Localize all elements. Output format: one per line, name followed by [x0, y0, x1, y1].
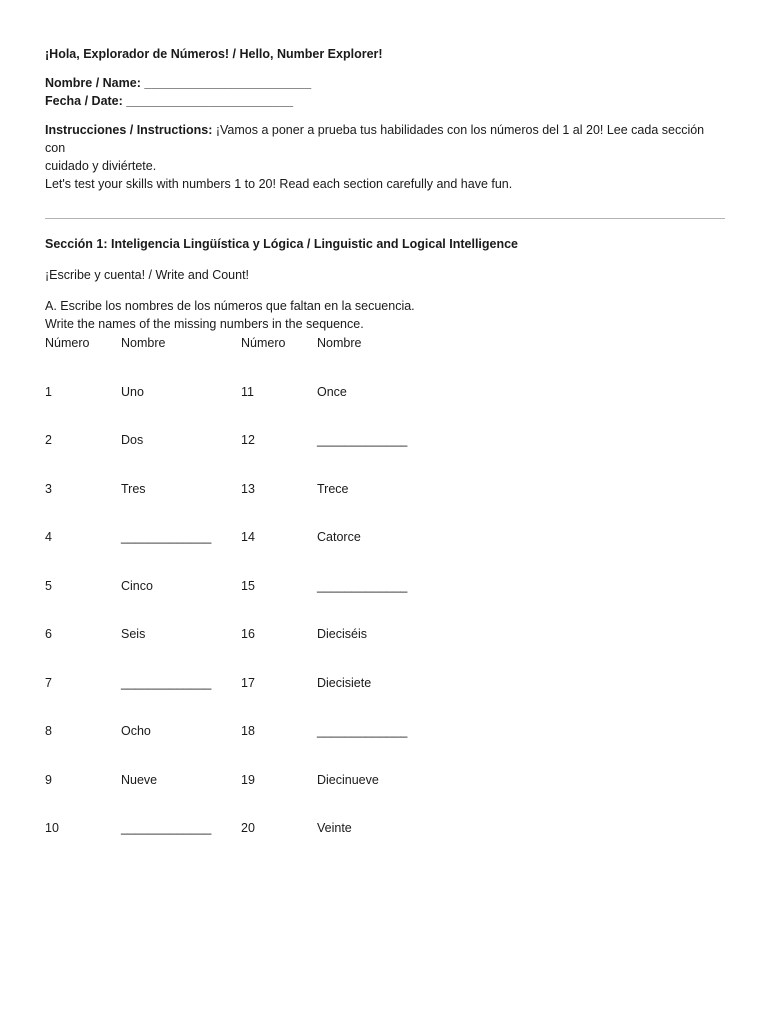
- blank-name-cell: _____________: [317, 724, 408, 738]
- number-cell: 6: [45, 627, 52, 641]
- number-cell: 14: [241, 530, 255, 544]
- name-cell: Tres: [121, 481, 146, 496]
- date-field: Fecha / Date: ________________________: [45, 94, 294, 108]
- blank-name-cell: _____________: [121, 530, 212, 544]
- table-row: [45, 528, 465, 577]
- name-cell: Dieciséis: [317, 627, 368, 641]
- number-cell: 19: [241, 772, 255, 787]
- section-subtitle: ¡Escribe y cuenta! / Write and Count!: [45, 268, 250, 282]
- instructions-es-text: ¡Vamos a poner a prueba tus habilidades con los números del 1 al 20! Lee cada sección con: [45, 123, 705, 155]
- name-cell: Diecinueve: [317, 772, 379, 787]
- name-cell: Diecisiete: [317, 675, 372, 690]
- number-cell: 8: [45, 724, 52, 738]
- number-cell: 20: [241, 821, 255, 835]
- table-row: [45, 722, 465, 771]
- instructions-en: Let's test your skills with numbers 1 to 20! Read each section carefully and have fun.: [45, 177, 513, 191]
- name-field: Nombre / Name: ________________________: [45, 76, 312, 90]
- number-cell: 3: [45, 481, 52, 496]
- table-row: [45, 674, 465, 723]
- header-numero-1: Número: [45, 336, 90, 350]
- number-cell: 15: [241, 578, 255, 593]
- table-header-row: [45, 334, 465, 383]
- name-cell: Trece: [317, 481, 349, 496]
- table-row: [45, 819, 465, 868]
- name-cell: Nueve: [121, 772, 158, 787]
- number-cell: 7: [45, 675, 52, 690]
- blank-name-cell: _____________: [121, 821, 212, 835]
- instructions-es: [45, 121, 725, 157]
- number-cell: 16: [241, 627, 255, 641]
- part-a-instruction-es: A. Escribe los nombres de los números que faltan en la secuencia.: [45, 299, 415, 313]
- number-cell: 4: [45, 530, 52, 544]
- blank-name-cell: _____________: [317, 578, 408, 593]
- number-cell: 9: [45, 772, 52, 787]
- number-names-table: [45, 334, 465, 868]
- number-cell: 10: [45, 821, 59, 835]
- name-cell: Veinte: [317, 821, 352, 835]
- number-cell: 1: [45, 384, 52, 399]
- blank-name-cell: _____________: [317, 433, 408, 447]
- section-title: Sección 1: Inteligencia Lingüística y Lógica / Linguistic and Logical Intelligence: [45, 237, 519, 251]
- name-cell: Uno: [121, 384, 144, 399]
- table-row: [45, 625, 465, 674]
- number-cell: 11: [241, 384, 254, 399]
- number-cell: 13: [241, 481, 255, 496]
- name-cell: Catorce: [317, 530, 361, 544]
- table-row: [45, 771, 465, 820]
- instructions-es-continued: cuidado y diviértete.: [45, 159, 157, 173]
- part-a-instruction-en: Write the names of the missing numbers in the sequence.: [45, 317, 364, 331]
- name-cell: Dos: [121, 433, 144, 447]
- page-title: ¡Hola, Explorador de Números! / Hello, Number Explorer!: [45, 47, 383, 61]
- number-cell: 2: [45, 433, 52, 447]
- number-cell: 18: [241, 724, 255, 738]
- header-nombre-1: Nombre: [121, 336, 166, 350]
- instructions-label: Instrucciones / Instructions:: [45, 123, 213, 137]
- name-cell: Seis: [121, 627, 146, 641]
- table-row: [45, 577, 465, 626]
- worksheet: [45, 45, 725, 333]
- name-cell: Cinco: [121, 578, 153, 593]
- number-cell: 17: [241, 675, 255, 690]
- blank-name-cell: _____________: [121, 675, 212, 690]
- name-cell: Ocho: [121, 724, 151, 738]
- name-cell: Once: [317, 384, 347, 399]
- header-numero-2: Número: [241, 336, 286, 350]
- header-nombre-2: Nombre: [317, 336, 362, 350]
- table-row: [45, 480, 465, 529]
- number-cell: 5: [45, 578, 52, 593]
- table-row: [45, 431, 465, 480]
- table-row: [45, 383, 465, 432]
- number-cell: 12: [241, 433, 255, 447]
